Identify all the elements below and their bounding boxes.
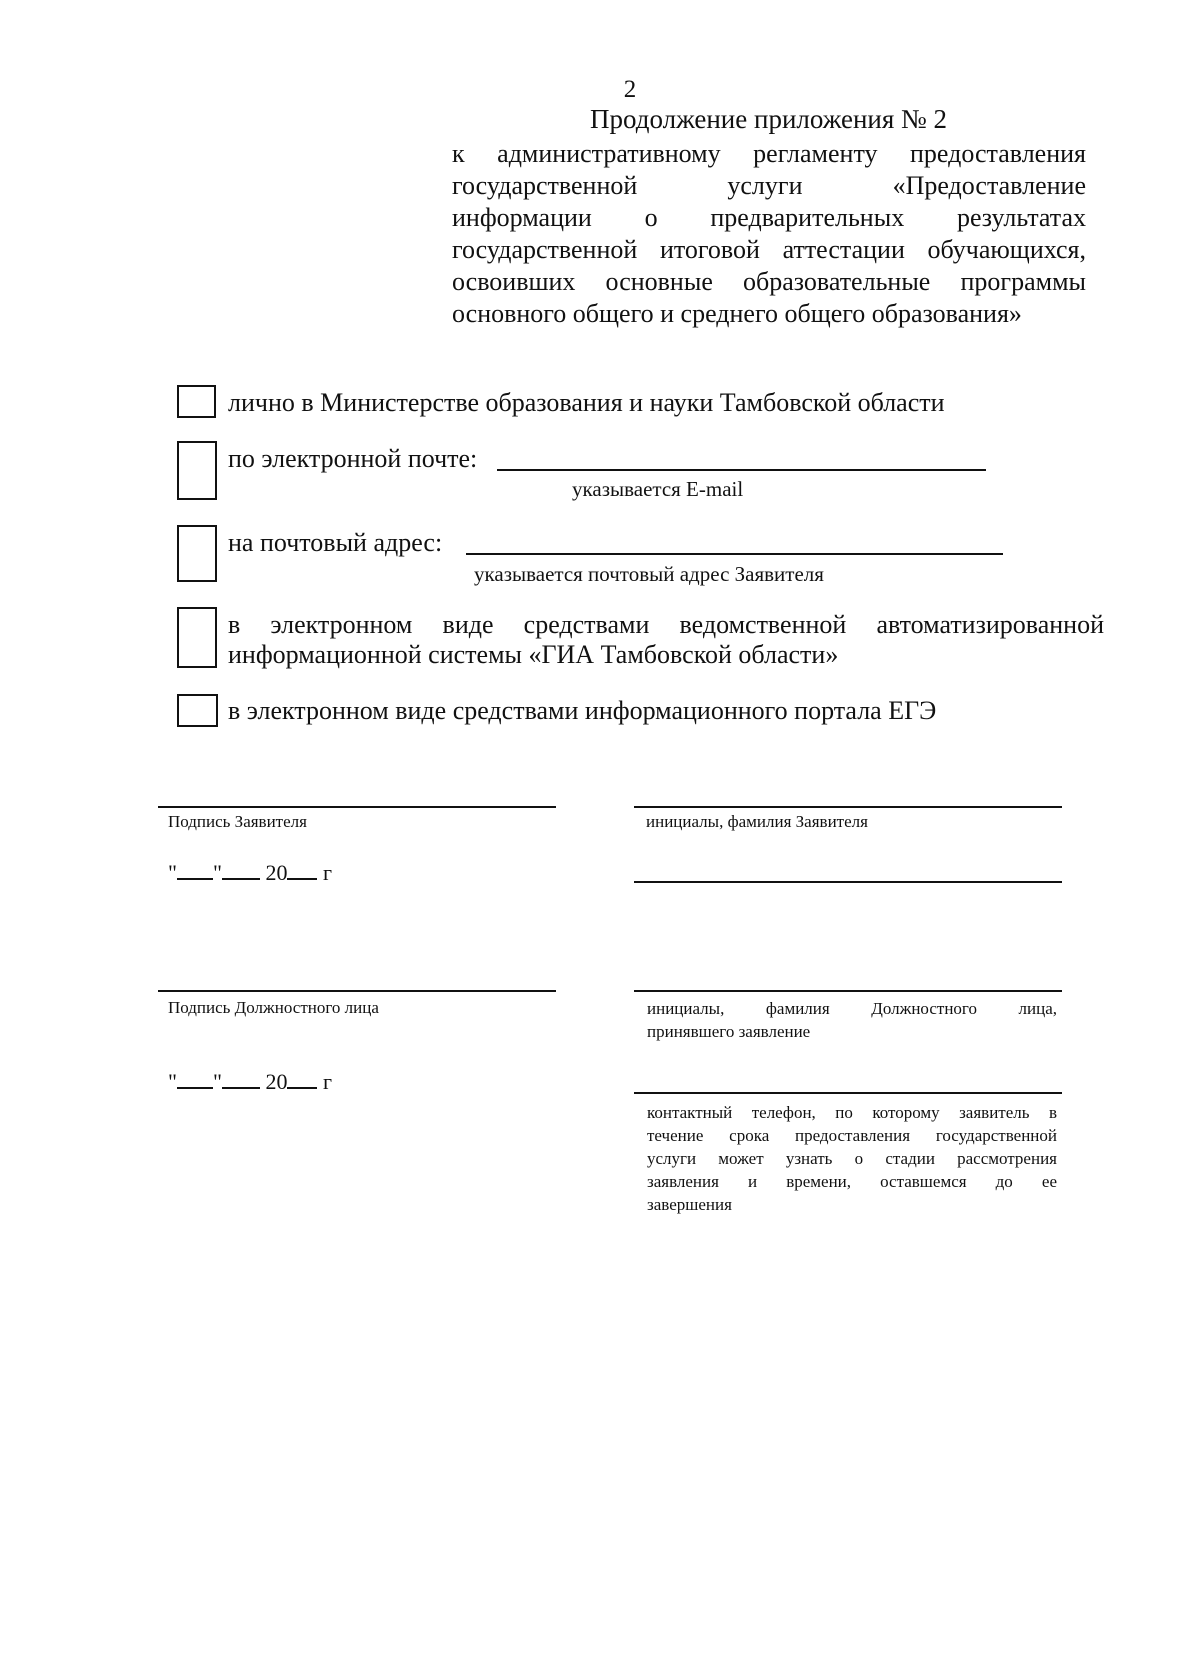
option-ais-label-line2: информационной системы «ГИА Тамбовской области» xyxy=(228,640,839,669)
option-ais-label-line1: в электронном виде средствами ведомственной автоматизированной xyxy=(228,610,1104,639)
option-postal-label: на почтовый адрес: xyxy=(228,528,443,557)
postal-field-line[interactable] xyxy=(466,553,1003,555)
applicant-name-line[interactable] xyxy=(634,806,1062,808)
date-day-blank[interactable] xyxy=(177,860,213,880)
email-hint: указывается E-mail xyxy=(572,477,744,501)
date-month-blank[interactable] xyxy=(222,1069,260,1089)
contact-phone-line[interactable] xyxy=(634,1092,1062,1094)
email-field-line[interactable] xyxy=(497,469,986,471)
page-number: 2 xyxy=(623,76,637,103)
contact-phone-label: контактный телефон, по которому заявитель в течение срока предоставления государственной услуги может узнать о стадии рассмотрения заявления и времени, оставшемся до ее завершения xyxy=(647,1103,1057,1214)
appendix-reference-line: государственной итоговой аттестации обучающихся, xyxy=(452,235,1086,264)
applicant-signature-line[interactable] xyxy=(158,806,556,808)
checkbox-ais[interactable] xyxy=(177,607,217,668)
checkbox-email[interactable] xyxy=(177,441,217,500)
appendix-reference-line: государственной услуги «Предоставление xyxy=(452,171,1086,200)
checkbox-in-person[interactable] xyxy=(177,385,216,418)
checkbox-postal[interactable] xyxy=(177,525,217,582)
appendix-reference-line: к административному регламенту предоставления xyxy=(452,139,1086,168)
official-signature-line[interactable] xyxy=(158,990,556,992)
date-month-blank[interactable] xyxy=(222,860,260,880)
option-portal-label: в электронном виде средствами информационного портала ЕГЭ xyxy=(228,696,937,725)
official-name-label: инициалы, фамилия Должностного лица, принявшего заявление xyxy=(647,999,1057,1041)
applicant-extra-line[interactable] xyxy=(634,881,1062,883)
official-date: " " 20 г xyxy=(168,1069,332,1094)
date-year-blank[interactable] xyxy=(287,1069,317,1089)
postal-hint: указывается почтовый адрес Заявителя xyxy=(474,562,824,586)
appendix-reference-line: информации о предварительных результатах xyxy=(452,203,1086,232)
applicant-signature-label: Подпись Заявителя xyxy=(168,812,307,831)
option-in-person-label: лично в Министерстве образования и науки Тамбовской области xyxy=(228,388,945,417)
appendix-reference-line: освоивших основные образовательные программы xyxy=(452,267,1086,296)
applicant-date: " " 20 г xyxy=(168,860,332,885)
date-day-blank[interactable] xyxy=(177,1069,213,1089)
option-email-label: по электронной почте: xyxy=(228,444,478,473)
checkbox-portal[interactable] xyxy=(177,694,218,727)
appendix-reference xyxy=(452,138,1086,330)
date-year-blank[interactable] xyxy=(287,860,317,880)
official-name-line[interactable] xyxy=(634,990,1062,992)
appendix-title: Продолжение приложения № 2 xyxy=(590,104,948,134)
appendix-reference-line: основного общего и среднего общего образования» xyxy=(452,299,1022,328)
official-signature-label: Подпись Должностного лица xyxy=(168,998,379,1017)
applicant-name-label: инициалы, фамилия Заявителя xyxy=(646,812,868,831)
